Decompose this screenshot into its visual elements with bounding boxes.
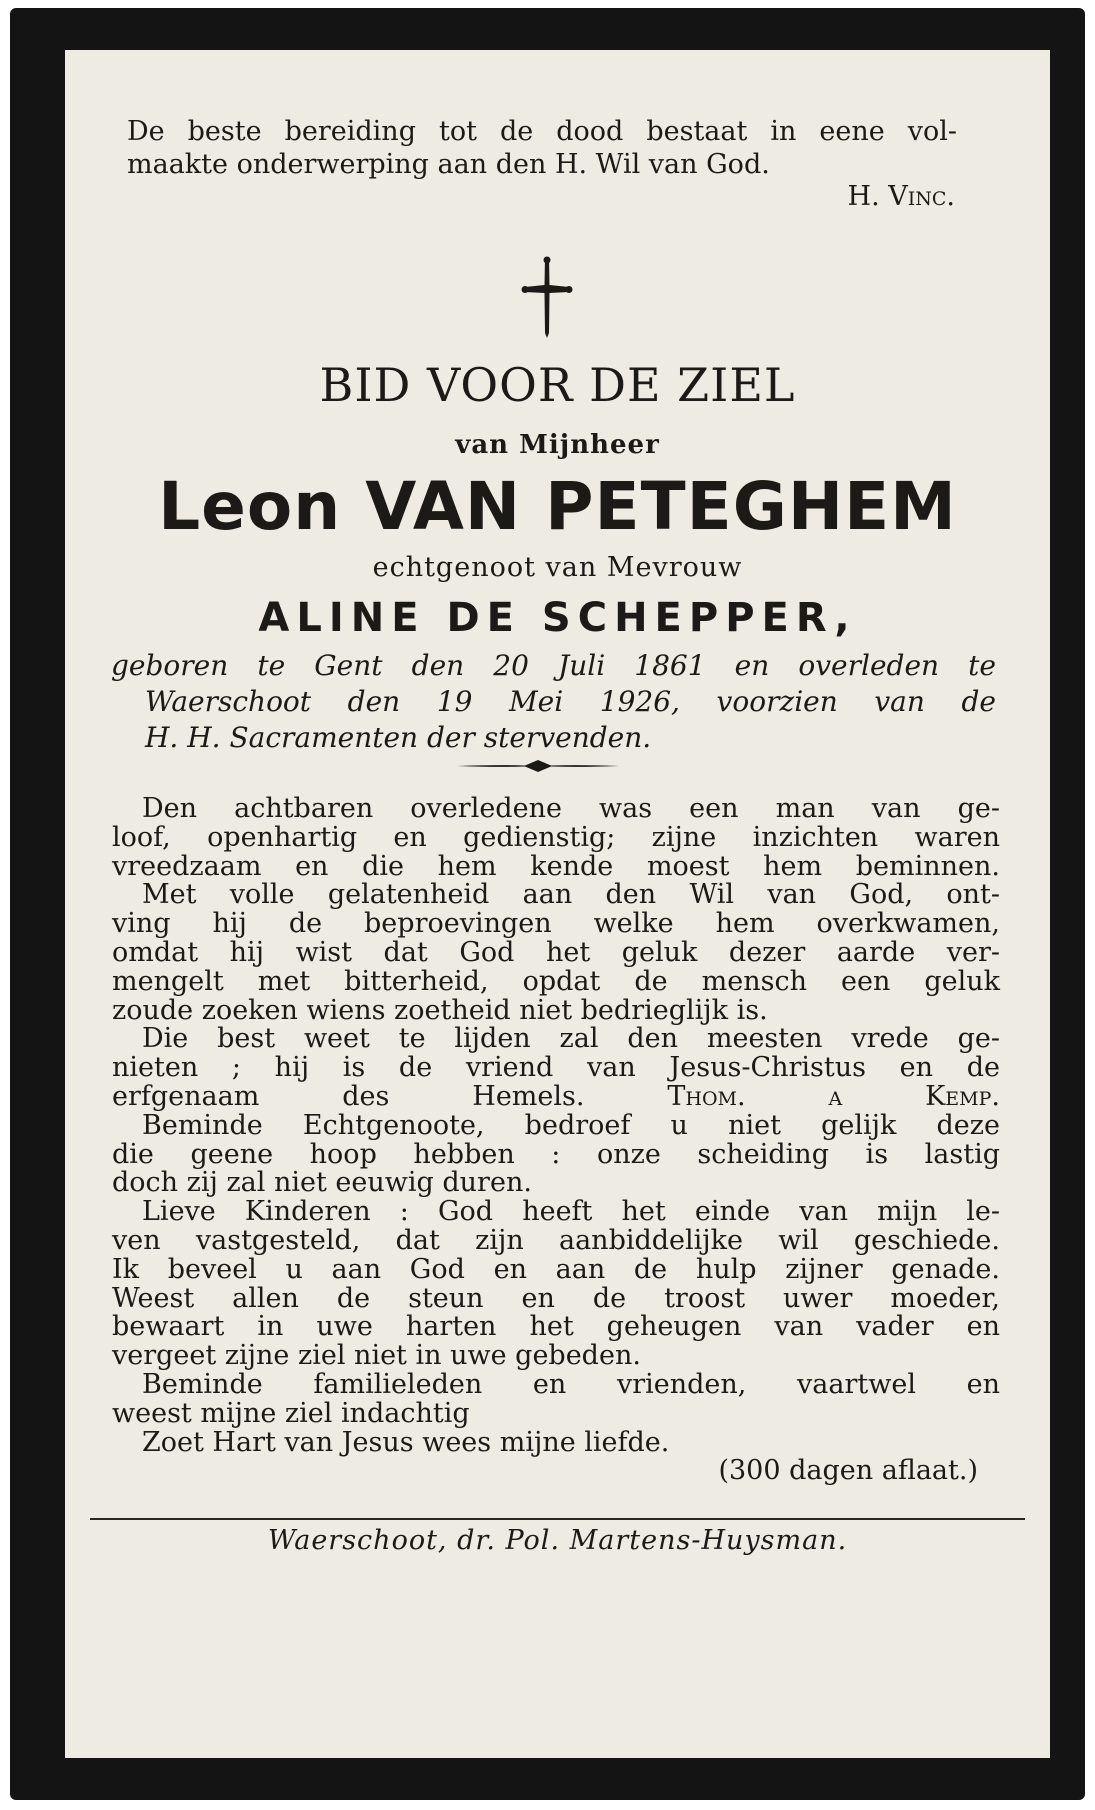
birth-death-line: geboren te Gent den 20 Juli 1861 en overleden te xyxy=(111,649,996,682)
text-line: doch zij zal niet eeuwig duren. xyxy=(112,1167,532,1199)
text-line: Beminde Echtgenoote, bedroef u niet gelijk deze xyxy=(142,1109,1000,1141)
spouse-label: echtgenoot van Mevrouw xyxy=(372,552,743,583)
text-line: omdat hij wist dat God het geluk dezer aarde ver- xyxy=(112,936,1000,968)
text-line xyxy=(112,1080,1000,1112)
prayer-heading: BID VOOR DE ZIEL xyxy=(319,358,796,412)
spouse-name: ALINE DE SCHEPPER, xyxy=(258,595,857,641)
footer-rule xyxy=(90,1518,1025,1520)
card-paper xyxy=(65,50,1050,1758)
cross-icon xyxy=(521,255,573,339)
epigraph-attribution: H. Vinc. xyxy=(847,181,955,212)
text-line: Lieve Kinderen : God heeft het einde van mijn le- xyxy=(142,1196,1000,1228)
ornamental-divider-icon xyxy=(455,756,621,776)
memorial-text xyxy=(112,795,1000,1486)
text-line: vreedzaam en die hem kende moest hem beminnen. xyxy=(112,850,1000,882)
text-line: Beminde familieleden en vrienden, vaartwel en xyxy=(142,1368,1000,1400)
text-fragment: erfgenaam des Hemels. xyxy=(112,1080,585,1112)
epigraph-line: maakte onderwerping aan den H. Wil van God. xyxy=(127,149,770,180)
text-line: Zoet Hart van Jesus wees mijne liefde. xyxy=(142,1426,670,1458)
text-line: weest mijne ziel indachtig xyxy=(112,1397,470,1429)
text-line: nieten ; hij is de vriend van Jesus-Christus en de xyxy=(112,1052,1000,1084)
honorific: van Mijnheer xyxy=(455,430,660,460)
birth-death-details xyxy=(111,648,996,756)
birth-death-line: Waerschoot den 19 Mei 1926, voorzien van de xyxy=(145,685,996,718)
text-line: ven vastgesteld, dat zijn aanbiddelijke wil geschiede. xyxy=(112,1224,1000,1256)
deceased-name: Leon VAN PETEGHEM xyxy=(158,468,957,545)
text-line: Weest allen de steun en de troost uwer moeder, xyxy=(112,1282,1000,1314)
indulgence-note: (300 dagen aflaat.) xyxy=(718,1455,978,1487)
text-line: die geene hoop hebben : onze scheiding is lastig xyxy=(112,1138,1000,1170)
birth-death-line: H. H. Sacramenten der stervenden. xyxy=(145,721,652,754)
printer-imprint: Waerschoot, dr. Pol. Martens-Huysman. xyxy=(267,1525,848,1556)
text-line: Ik beveel u aan God en aan de hulp zijner genade. xyxy=(112,1253,1000,1285)
memorial-card xyxy=(10,8,1085,1800)
text-line: Den achtbaren overledene was een man van ge- xyxy=(142,793,1000,824)
text-line: ving hij de beproevingen welke hem overkwamen, xyxy=(112,908,1000,940)
text-line: bewaart in uwe harten het geheugen van vader en xyxy=(112,1311,1000,1343)
quote-attribution: Thom. a Kemp. xyxy=(667,1080,1000,1112)
text-line: loof, openhartig en gedienstig; zijne inzichten waren xyxy=(112,821,1000,853)
epigraph-line: De beste bereiding tot de dood bestaat in eene vol- xyxy=(127,116,957,147)
text-line: zoude zoeken wiens zoetheid niet bedrieglijk is. xyxy=(112,994,768,1026)
text-line: Met volle gelatenheid aan den Wil van God, ont- xyxy=(142,879,1000,911)
epigraph-quote xyxy=(127,115,957,181)
text-line: Die best weet te lijden zal den meesten vrede ge- xyxy=(142,1023,1000,1055)
text-line: vergeet zijne ziel niet in uwe gebeden. xyxy=(112,1340,641,1372)
text-line: mengelt met bitterheid, opdat de mensch een geluk xyxy=(112,965,1000,997)
